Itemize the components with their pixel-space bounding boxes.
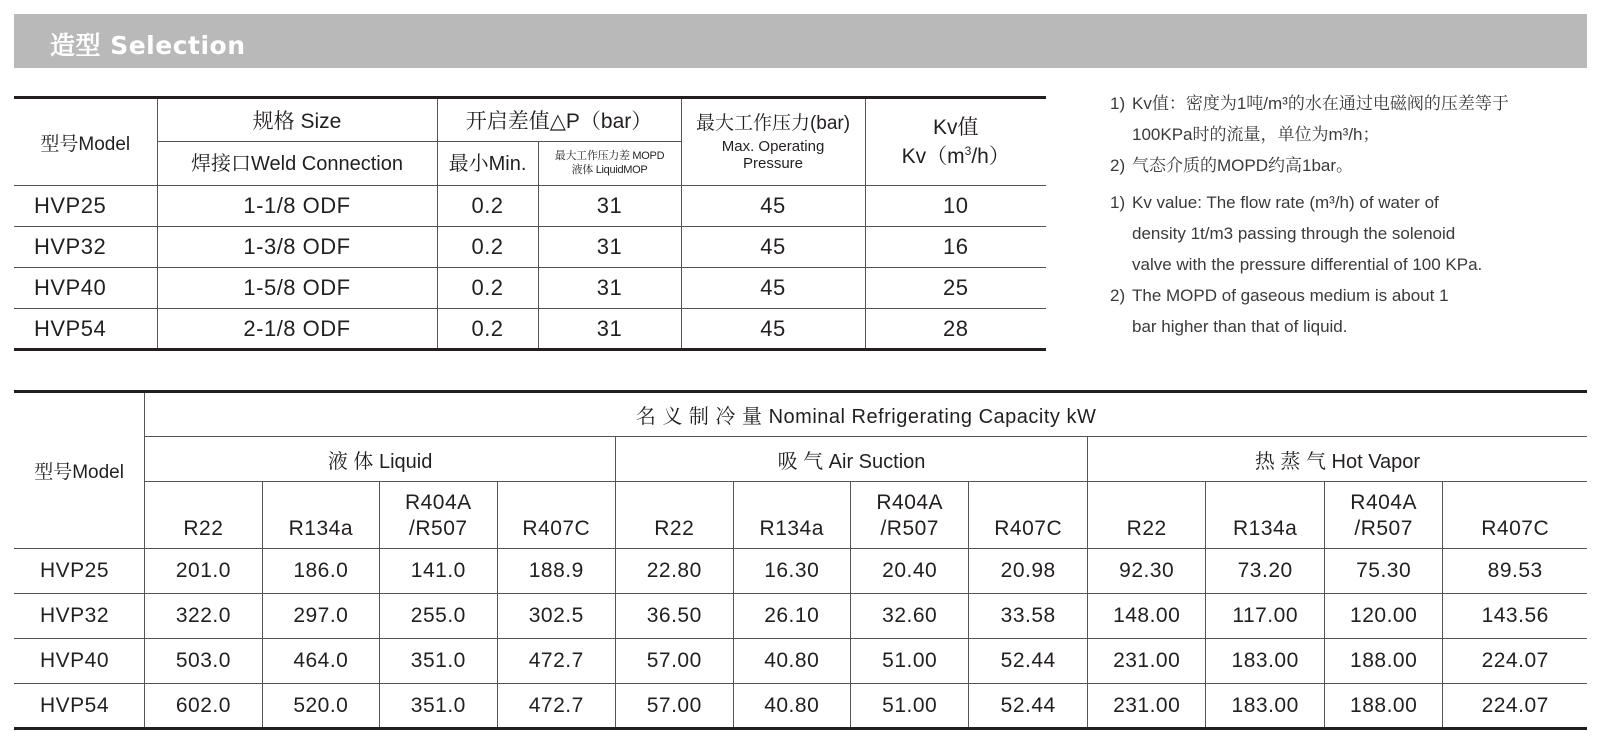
section-title: 造型 Selection: [50, 31, 246, 60]
refrigerant-header: [850, 482, 968, 549]
capacity-cell: 503.0: [145, 639, 262, 684]
capacity-cell: 188.00: [1324, 639, 1442, 684]
size-header: 规格 Size: [157, 98, 437, 142]
refrigerant-label: R22: [1126, 516, 1167, 540]
model-header: 型号Model: [14, 392, 145, 549]
refrigerant-header: [145, 482, 262, 549]
model-cell: HVP25: [14, 549, 145, 594]
note-line: The MOPD of gaseous medium is about 1: [1132, 286, 1449, 305]
refrigerant-label: R407C: [994, 516, 1063, 540]
kv-cn-label: Kv值: [933, 115, 979, 139]
refrigerant-label: R134a: [288, 516, 354, 540]
kv-cell: 10: [865, 186, 1046, 227]
capacity-cell: 57.00: [616, 684, 733, 729]
kv-cell: 28: [943, 315, 969, 341]
min-cell: 0.2: [437, 309, 538, 350]
notes-panel: [1110, 88, 1590, 342]
capacity-cell: 201.0: [145, 549, 262, 594]
capacity-cell: 224.07: [1481, 693, 1549, 717]
mopd-label-2: 液体 LiquidMOP: [571, 163, 648, 176]
capacity-cell: 51.00: [850, 684, 968, 729]
capacity-cell: 20.40: [850, 549, 968, 594]
refrigerant-label: R22: [183, 516, 224, 540]
capacity-cell: 57.00: [616, 639, 733, 684]
capacity-cell: 351.0: [380, 639, 497, 684]
mopd-label-1: 最大工作压力差 MOPD: [554, 149, 665, 162]
pressure-diff-header: 开启差值△P（bar）: [437, 98, 681, 142]
refrigerant-label: R134a: [1232, 516, 1298, 540]
table-row: [14, 227, 1046, 268]
table-row: [14, 684, 1587, 729]
refrigerant-header: [1324, 482, 1442, 549]
note-line: valve with the pressure differential of 100 KPa.: [1132, 255, 1483, 274]
table-row: [14, 549, 1587, 594]
size-cell: 1-5/8 ODF: [157, 268, 437, 309]
mopd-cell: 31: [538, 309, 681, 350]
capacity-cell: 302.5: [497, 594, 615, 639]
capacity-cell: 75.30: [1324, 549, 1442, 594]
capacity-cell: 143.56: [1443, 594, 1587, 639]
capacity-cell: 40.80: [733, 684, 850, 729]
capacity-cell: 52.44: [969, 684, 1087, 729]
capacity-cell: 472.7: [497, 684, 615, 729]
kv-cell: 25: [865, 268, 1046, 309]
capacity-cell: 22.80: [616, 549, 733, 594]
refrigerant-header: [969, 482, 1087, 549]
capacity-cell: 231.00: [1087, 639, 1205, 684]
capacity-cell: 188.00: [1324, 684, 1442, 729]
refrigerant-header: [497, 482, 615, 549]
kv-cell: 16: [865, 227, 1046, 268]
refrigerant-label: R407C: [1481, 516, 1550, 540]
notes-en: [1110, 187, 1590, 342]
capacity-cell: 89.53: [1443, 549, 1587, 594]
note-number: 1): [1110, 193, 1126, 212]
capacity-cell: 16.30: [733, 549, 850, 594]
table-row: [14, 186, 1046, 227]
capacity-header: 名 义 制 冷 量 Nominal Refrigerating Capacity kW: [145, 392, 1587, 437]
model-cell: HVP54: [14, 309, 157, 350]
refrigerant-header: [1206, 482, 1324, 549]
max-op-cell: 45: [681, 309, 865, 350]
capacity-table: [14, 390, 1587, 730]
capacity-cell: 36.50: [616, 594, 733, 639]
refrigerant-label: R407C: [522, 516, 591, 540]
table-row: [14, 309, 1046, 350]
min-cell: 0.2: [437, 268, 538, 309]
model-cell: HVP25: [14, 186, 157, 227]
capacity-cell: 40.80: [733, 639, 850, 684]
refrigerant-label: R404A: [404, 490, 472, 514]
notes-cn: [1110, 88, 1590, 181]
capacity-cell: 183.00: [1206, 684, 1324, 729]
note-number: 1): [1110, 94, 1126, 113]
model-cell: HVP54: [14, 684, 145, 729]
min-cell: 0.2: [437, 186, 538, 227]
max-op-cn-label: 最大工作压力(bar): [695, 113, 851, 135]
capacity-cell: 351.0: [380, 684, 497, 729]
max-operating-pressure-header: [681, 98, 865, 186]
model-cell: HVP40: [14, 639, 145, 684]
mopd-cell: 31: [538, 186, 681, 227]
note-item: [1110, 150, 1590, 181]
refrigerant-header: [380, 482, 497, 549]
refrigerant-label: R404A: [1350, 490, 1417, 514]
note-line: Kv value: The flow rate (m³/h) of water of: [1132, 193, 1439, 212]
capacity-cell: 464.0: [262, 639, 379, 684]
group-header-liquid: 液 体 Liquid: [145, 437, 616, 482]
capacity-cell: 120.00: [1324, 594, 1442, 639]
capacity-cell: 297.0: [262, 594, 379, 639]
table-row: [14, 639, 1587, 684]
capacity-cell: 92.30: [1087, 549, 1205, 594]
note-item: [1110, 280, 1590, 342]
kv-unit-label: $Kv(m^3/h)$: [901, 144, 1010, 168]
capacity-cell: 602.0: [145, 684, 262, 729]
capacity-cell: 255.0: [380, 594, 497, 639]
table-row: [14, 594, 1587, 639]
note-line: bar higher than that of liquid.: [1132, 317, 1348, 336]
refrigerant-header: [733, 482, 850, 549]
refrigerant-label: R404A: [876, 490, 944, 514]
refrigerant-header: [1443, 482, 1587, 549]
group-header-air-suction: 吸 气 Air Suction: [616, 437, 1088, 482]
max-op-en-label-2: Pressure: [743, 155, 804, 173]
selection-table: [14, 96, 1046, 351]
refrigerant-label-line2: /R507: [880, 516, 939, 540]
capacity-cell: 520.0: [262, 684, 379, 729]
section-header-bar: [14, 14, 1587, 68]
capacity-cell: 32.60: [850, 594, 968, 639]
capacity-cell: 26.10: [733, 594, 850, 639]
refrigerant-label: R134a: [759, 516, 824, 540]
model-header: 型号Model: [14, 98, 157, 186]
capacity-cell: 188.9: [497, 549, 615, 594]
capacity-cell: 148.00: [1087, 594, 1205, 639]
note-item: [1110, 88, 1590, 150]
min-header: 最小Min.: [437, 142, 538, 186]
size-cell: 1-1/8 ODF: [157, 186, 437, 227]
capacity-cell: 183.00: [1206, 639, 1324, 684]
size-cell: 2-1/8 ODF: [157, 309, 437, 350]
refrigerant-label-line2: /R507: [409, 516, 468, 540]
refrigerant-label: R22: [654, 516, 695, 540]
max-op-cell: 45: [681, 227, 865, 268]
max-op-cell: 45: [681, 186, 865, 227]
note-line: Kv值：密度为1吨/m³的水在通过电磁阀的压差等于: [1132, 94, 1509, 113]
refrigerant-header: [262, 482, 379, 549]
refrigerant-header: [616, 482, 733, 549]
capacity-cell: 33.58: [969, 594, 1087, 639]
max-op-en-label-1: Max. Operating: [721, 138, 825, 156]
capacity-cell: 224.07: [1443, 639, 1587, 684]
model-cell: HVP40: [14, 268, 157, 309]
capacity-cell: 231.00: [1087, 684, 1205, 729]
mopd-cell: 31: [538, 227, 681, 268]
min-cell: 0.2: [437, 227, 538, 268]
note-line: 100KPa时的流量，单位为m³/h；: [1132, 125, 1380, 144]
note-number: 2): [1110, 286, 1126, 305]
capacity-cell: 51.00: [850, 639, 968, 684]
note-item: [1110, 187, 1590, 280]
model-cell: HVP32: [14, 594, 145, 639]
max-op-cell: 45: [681, 268, 865, 309]
group-header-hot-vapor: 热 蒸 气 Hot Vapor: [1087, 437, 1587, 482]
capacity-cell: 52.44: [969, 639, 1087, 684]
capacity-cell: 117.00: [1206, 594, 1324, 639]
mopd-header: [538, 142, 681, 186]
capacity-cell: 186.0: [262, 549, 379, 594]
note-line: 气态介质的MOPD约高1bar。: [1132, 156, 1354, 175]
note-number: 2): [1110, 156, 1126, 175]
capacity-cell: 73.20: [1206, 549, 1324, 594]
kv-header: [865, 98, 1046, 186]
refrigerant-header: [1087, 482, 1205, 549]
capacity-cell: 472.7: [497, 639, 615, 684]
model-cell: HVP32: [14, 227, 157, 268]
size-cell: 1-3/8 ODF: [157, 227, 437, 268]
table-row: [14, 268, 1046, 309]
capacity-cell: 322.0: [145, 594, 262, 639]
weld-connection-header: 焊接口Weld Connection: [157, 142, 437, 186]
note-line: density 1t/m3 passing through the solenoid: [1132, 224, 1456, 243]
capacity-cell: 141.0: [380, 549, 497, 594]
capacity-cell: 20.98: [969, 549, 1087, 594]
mopd-cell: 31: [538, 268, 681, 309]
refrigerant-label-line2: /R507: [1354, 516, 1413, 540]
